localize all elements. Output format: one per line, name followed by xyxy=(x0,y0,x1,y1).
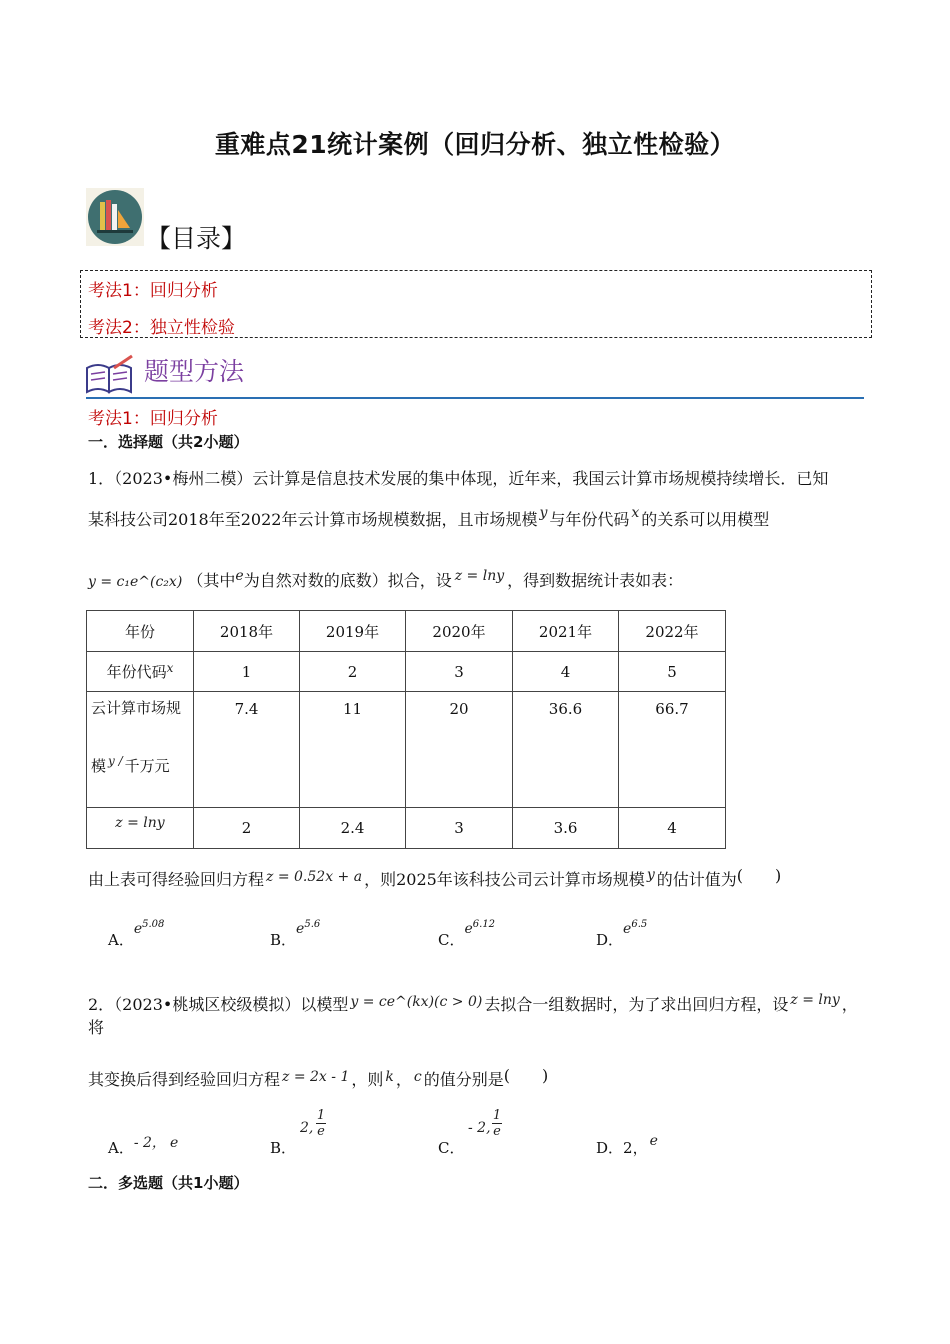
toc-item-2[interactable]: 考法2：独立性检验 xyxy=(88,318,235,338)
q2-option-a[interactable]: A．- 2， e xyxy=(108,1135,179,1157)
table-cell: 36.6 xyxy=(513,692,619,808)
table-header-cell: 2021年 xyxy=(513,611,619,652)
book-logo-icon xyxy=(86,188,144,246)
table-cell: 20 xyxy=(406,692,513,808)
table-header-cell: 2022年 xyxy=(619,611,726,652)
table-row-label: z = lny xyxy=(87,808,194,849)
table-cell: 11 xyxy=(300,692,406,808)
q1-line3 xyxy=(88,568,683,591)
page-title: 重难点21统计案例（回归分析、独立性检验） xyxy=(214,130,736,159)
q1-ask-a: 由上表可得经验回归方程 xyxy=(88,870,265,889)
q1-substitution: z = lny xyxy=(454,568,505,584)
q2-equation: z = 2x - 1 xyxy=(282,1069,350,1085)
q2-model: y = ce^(kx)(c > 0) xyxy=(350,994,483,1010)
q2-line1 xyxy=(88,992,868,1038)
q2-line2: 其变换后得到经验回归方程 z = 2x - 1 ，则 k ， c 的值分别是( ) xyxy=(88,1066,549,1089)
data-table xyxy=(86,610,726,849)
var-x: x xyxy=(631,505,640,521)
table-cell: 2 xyxy=(194,808,300,849)
q1-option-d[interactable]: D．$e^{6.5}$ xyxy=(596,919,648,949)
table-header-cell: 2018年 xyxy=(194,611,300,652)
table-header-row xyxy=(87,611,726,652)
q1-line2 xyxy=(88,507,769,530)
q1-model: y = c₁e^(c₂x) xyxy=(88,574,183,590)
table-cell: 3 xyxy=(406,652,513,692)
table-row-code xyxy=(87,652,726,692)
section-title: 题型方法 xyxy=(144,357,245,386)
q1-line3c: ，得到数据统计表如表： xyxy=(507,571,684,590)
table-cell: 3 xyxy=(406,808,513,849)
q1-line1: 1．（2023•梅州二模）云计算是信息技术发展的集中体现，近年来，我国云计算市场规模持续增长．已知 xyxy=(88,469,829,488)
table-cell: 66.7 xyxy=(619,692,726,808)
toc-label: 【目录】 xyxy=(146,224,247,253)
method-title: 考法1：回归分析 xyxy=(88,409,218,429)
q2-option-d[interactable]: D．2， e xyxy=(596,1133,658,1157)
part2-title: 二．多选题（共1小题） xyxy=(88,1174,249,1192)
q2-option-c[interactable]: C． - 2, 1 e xyxy=(438,1108,502,1157)
table-cell: 7.4 xyxy=(194,692,300,808)
q2-line1b: 去拟合一组数据时，为了求出回归方程，设 xyxy=(484,995,789,1014)
q1-option-b[interactable]: B．$e^{5.6}$ xyxy=(270,919,321,949)
q2-line1c: ，将 xyxy=(88,995,858,1037)
toc-item-1[interactable]: 考法1：回归分析 xyxy=(88,281,218,301)
q1-ask-c: 的估计值为 xyxy=(656,870,737,889)
table-cell: 4 xyxy=(513,652,619,692)
table-cell: 1 xyxy=(194,652,300,692)
q2-option-b[interactable]: B． 2, 1 e xyxy=(270,1108,326,1157)
table-cell: 5 xyxy=(619,652,726,692)
table-cell: 2 xyxy=(300,652,406,692)
table-header-cell: 年份 xyxy=(87,611,194,652)
table-cell: 4 xyxy=(619,808,726,849)
q1-line2a: 某科技公司2018年至2022年云计算市场规模数据，且市场规模 xyxy=(88,510,538,529)
q2-line2a: 其变换后得到经验回归方程 xyxy=(88,1070,281,1089)
table-cell: 2.4 xyxy=(300,808,406,849)
var-y: y xyxy=(539,505,548,521)
q2-line2b: ，则 xyxy=(351,1070,384,1089)
q1-ask-b: ，则2025年该科技公司云计算市场规模 xyxy=(364,870,645,889)
q2-line2c: 的值分别是 xyxy=(423,1070,504,1089)
q1-option-a[interactable]: A．$e^{5.08}$ xyxy=(108,919,165,949)
q1-answer-blank: ( ) xyxy=(736,866,782,885)
q2-line1a: 2．（2023•桃城区校级模拟）以模型 xyxy=(88,995,349,1014)
table-header-cell: 2020年 xyxy=(406,611,513,652)
var-e: e xyxy=(235,568,244,584)
q1-option-c[interactable]: C．$e^{6.12}$ xyxy=(438,919,496,949)
q2-answer-blank: ( ) xyxy=(503,1066,549,1085)
part1-title: 一．选择题（共2小题） xyxy=(88,433,249,451)
table-row-label: 云计算市场规 模 $^{y /}$ 千万元 xyxy=(87,692,194,808)
table-cell: 3.6 xyxy=(513,808,619,849)
table-row-label: 年份代码$^x$ xyxy=(87,652,194,692)
section-divider xyxy=(86,397,864,399)
q1-line3b: 为自然对数的底数）拟合，设 xyxy=(243,571,452,590)
open-book-pen-icon xyxy=(84,354,136,396)
q1-line2b: 与年份代码 xyxy=(549,510,630,529)
table-header-cell: 2019年 xyxy=(300,611,406,652)
q1-line2c: 的关系可以用模型 xyxy=(641,510,770,529)
table-row-scale xyxy=(87,692,726,808)
q2-substitution: z = lny xyxy=(790,992,840,1008)
q1-equation: z = 0.52x + a xyxy=(266,869,363,885)
q1-line3a: （其中 xyxy=(187,571,236,590)
table-row-z xyxy=(87,808,726,849)
q1-ask: 由上表可得经验回归方程 z = 0.52x + a ，则2025年该科技公司云计算市场规模 y 的估计值为( ) xyxy=(88,866,782,889)
